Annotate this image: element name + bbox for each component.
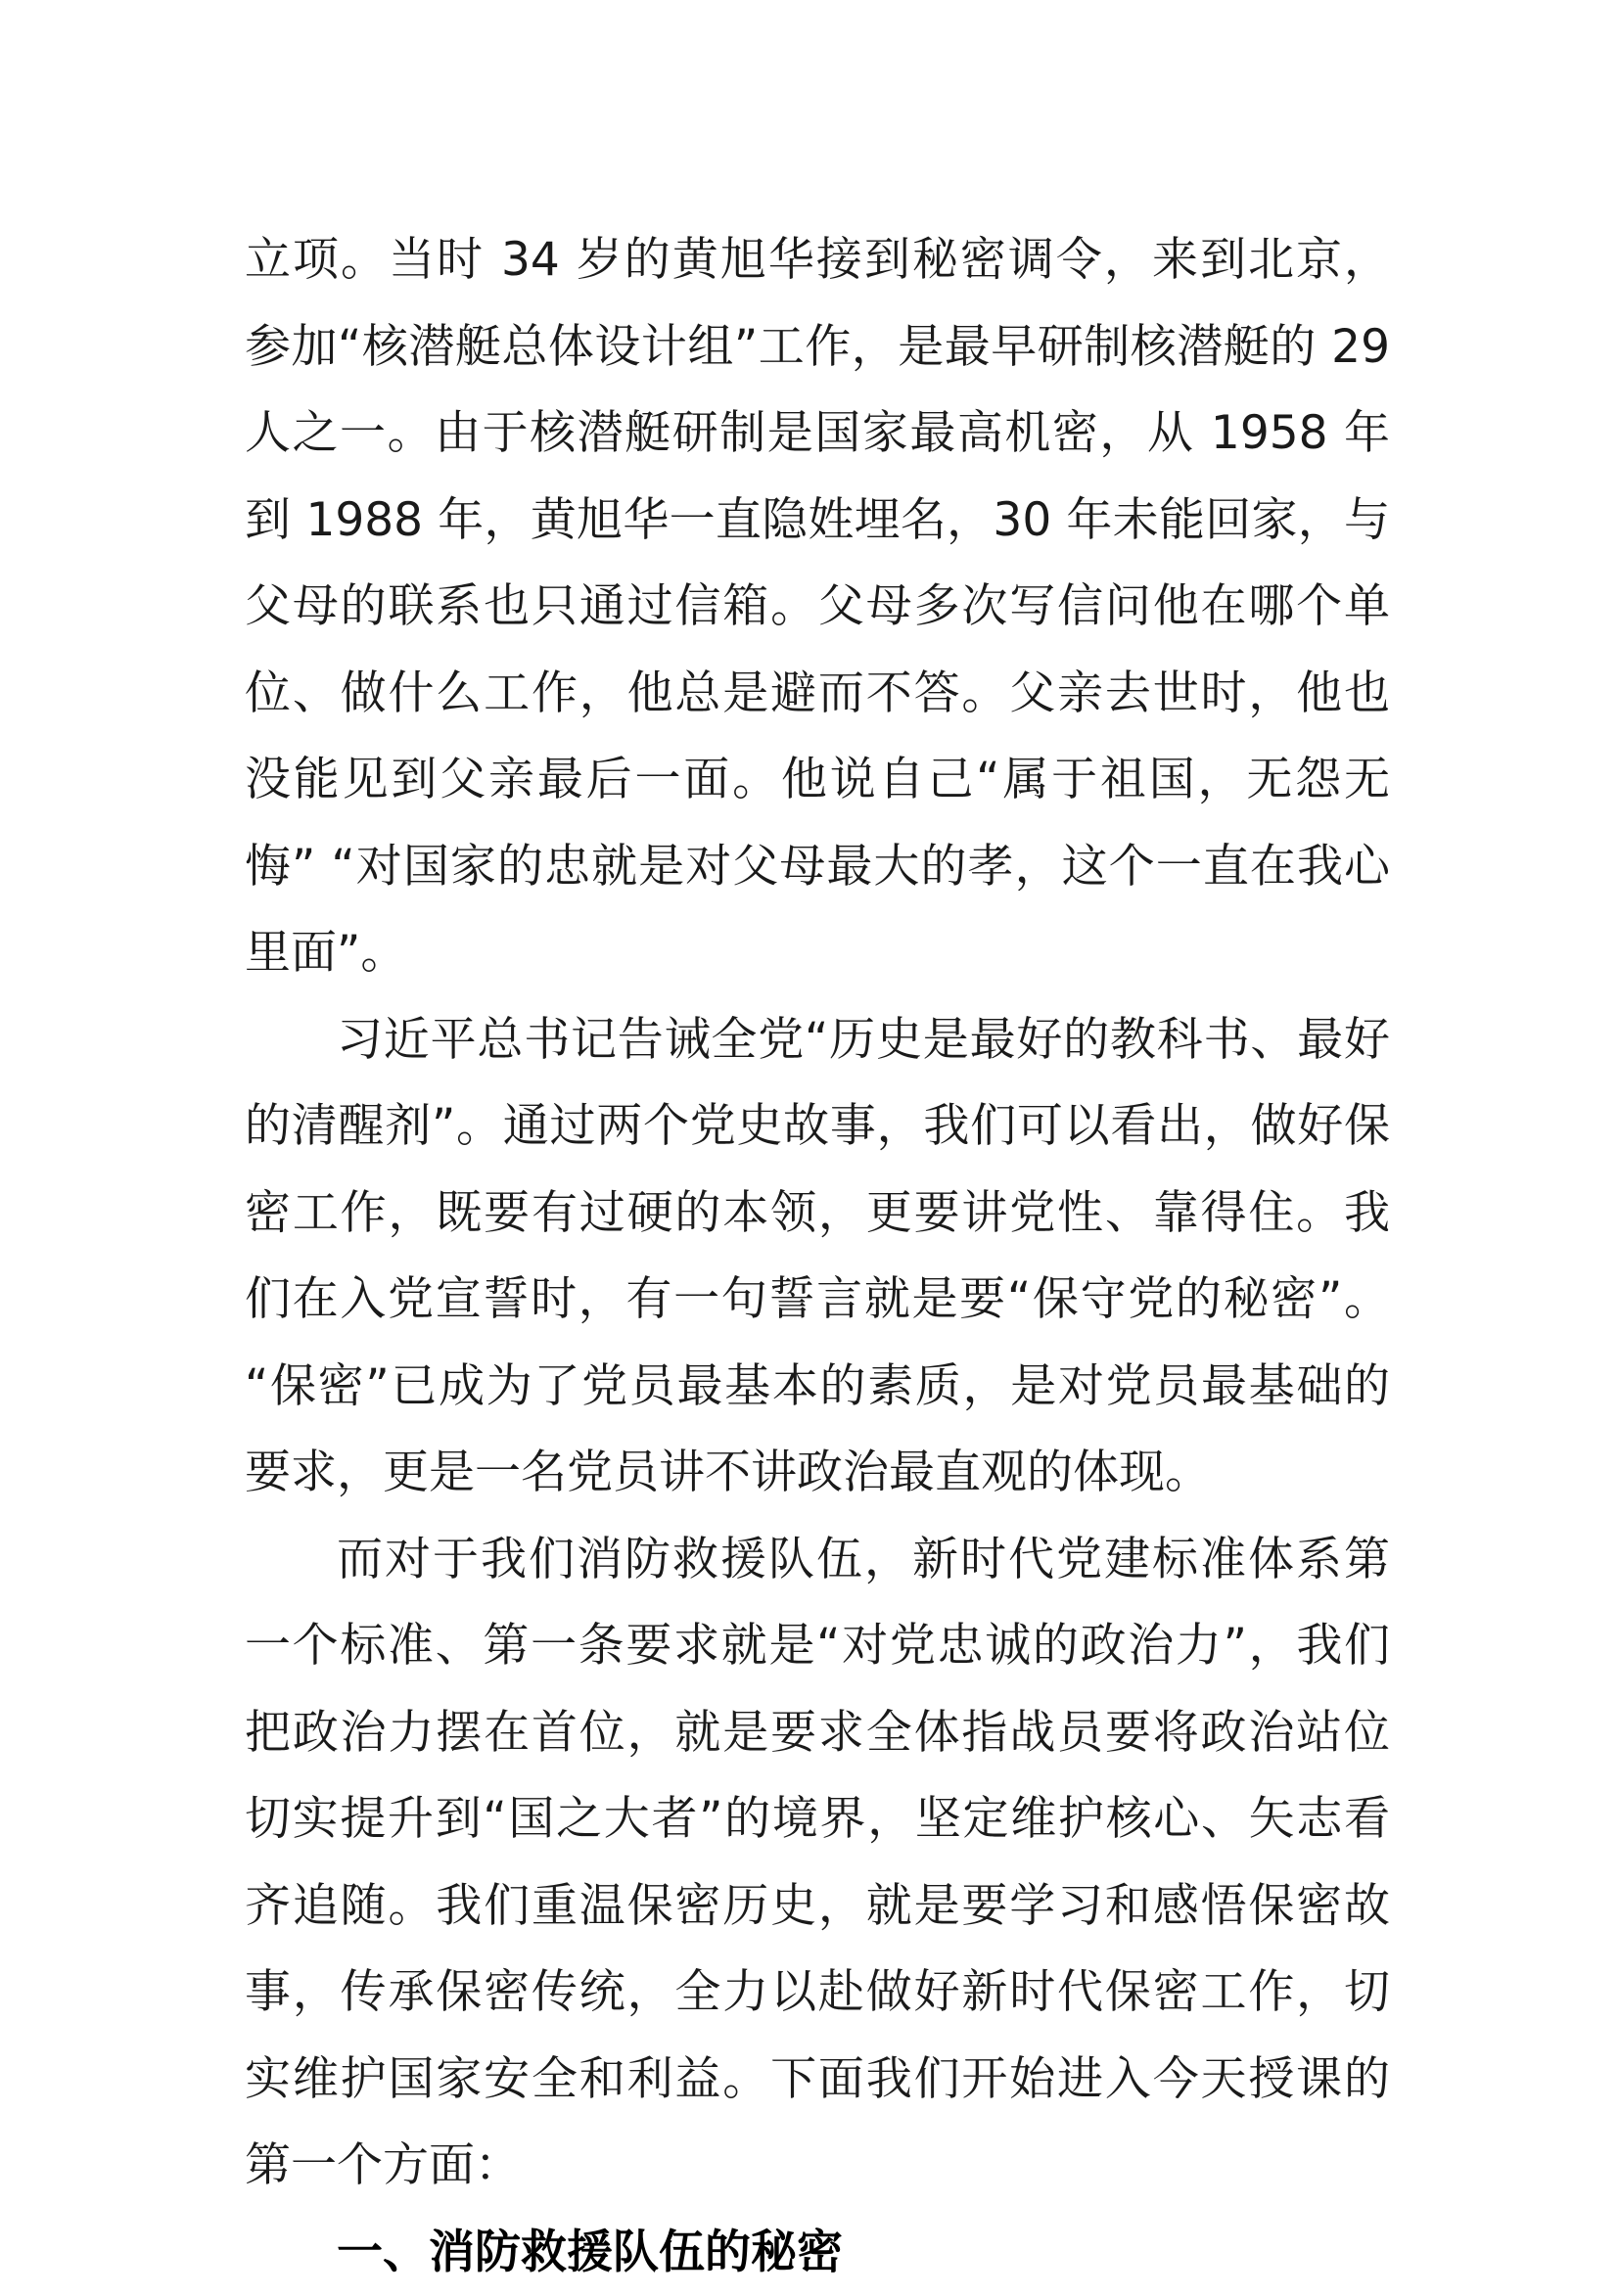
section-heading: 一、消防救援队伍的秘密 <box>245 2210 1390 2296</box>
paragraph-1: 立项。当时 34 岁的黄旭华接到秘密调令，来到北京，参加“核潜艇总体设计组”工作，是最早研制核潜艇的 29 人之一。由于核潜艇研制是国家最高机密，从 1958 年到 1988 年，黄旭华一直隐姓埋名，30 年未能回家，与父母的联系也只通过信箱。父母多次写信问他在哪个单位、做什么工作，他总是避而不答。父亲去世时，他也没能见到父亲最后一面。他说自己“属于祖国，无怨无悔” “对国家的忠就是对父母最大的孝，这个一直在我心里面”。 <box>245 217 1390 997</box>
paragraph-3: 而对于我们消防救援队伍，新时代党建标准体系第一个标准、第一条要求就是“对党忠诚的政治力”，我们把政治力摆在首位，就是要求全体指战员要将政治站位切实提升到“国之大者”的境界，坚定维护核心、矢志看齐追随。我们重温保密历史，就是要学习和感悟保密故事，传承保密传统，全力以赴做好新时代保密工作，切实维护国家安全和利益。下面我们开始进入今天授课的第一个方面： <box>245 1517 1390 2210</box>
document-body <box>245 217 1390 2296</box>
paragraph-2: 习近平总书记告诫全党“历史是最好的教科书、最好的清醒剂”。通过两个党史故事，我们可以看出，做好保密工作，既要有过硬的本领，更要讲党性、靠得住。我们在入党宣誓时，有一句誓言就是要“保守党的秘密”。 “保密”已成为了党员最基本的素质，是对党员最基础的要求，更是一名党员讲不讲政治最直观的体现。 <box>245 997 1390 1517</box>
